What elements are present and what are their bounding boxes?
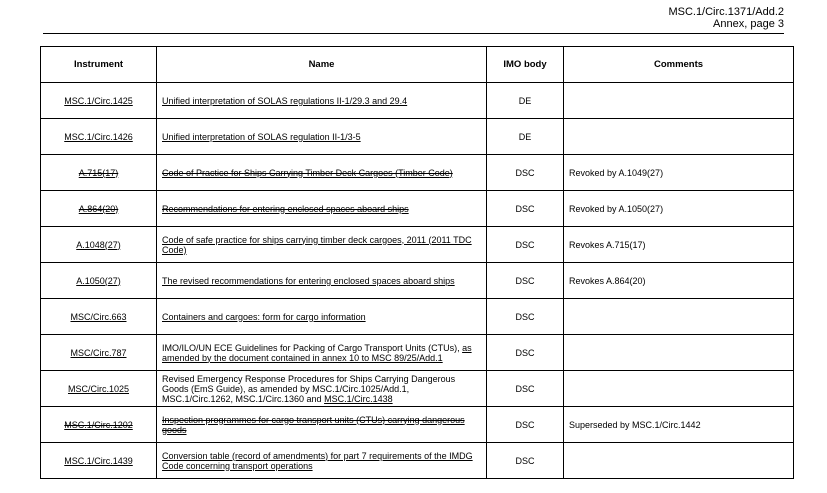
instrument-cell [41,83,157,119]
instrument-link: A.1050(27) [76,275,121,286]
instrument-link: MSC/Circ.1025 [67,383,130,394]
comments-cell: Revoked by A.1050(27) [564,191,794,227]
comments-cell: Revokes A.715(17) [564,227,794,263]
name-cell [157,227,487,263]
table-row [41,83,794,119]
instrument-link: MSC/Circ.663 [70,311,127,322]
comments-cell: Revokes A.864(20) [564,263,794,299]
name-text: Containers and cargoes: form for cargo information [162,311,366,322]
instrument-cell [41,299,157,335]
name-cell [157,371,487,407]
instrument-cell [41,227,157,263]
table-row [41,299,794,335]
header-rule [43,33,784,34]
name-text: Code of Practice for Ships Carrying Timber Deck Cargoes (Timber Code) [162,167,453,178]
table-row [41,443,794,479]
table-row [41,191,794,227]
comments-cell [564,335,794,371]
name-cell [157,119,487,155]
name-text: IMO/ILO/UN ECE Guidelines for Packing of Cargo Transport Units (CTUs), [162,342,463,353]
table-row [41,371,794,407]
instrument-link: A.715(17) [78,167,119,178]
imo-body-cell: DSC [487,443,564,479]
name-text: Conversion table (record of amendments) for part 7 requirements of the IMDG Code concerning transport operations [162,450,473,471]
name-cell [157,83,487,119]
column-header-comments: Comments [564,47,794,83]
instrument-link: A.1048(27) [76,239,121,250]
instrument-cell [41,407,157,443]
table-row [41,335,794,371]
imo-body-cell: DSC [487,227,564,263]
instrument-link: MSC.1/Circ.1439 [64,455,133,466]
name-amendment-text: as amended by the document contained in annex 10 to MSC 89/25/Add.1 [162,342,472,363]
table-row [41,407,794,443]
name-cell [157,299,487,335]
comments-cell [564,83,794,119]
table-row [41,263,794,299]
name-amendment-text: MSC.1/Circ.1438 [324,393,393,404]
instrument-cell [41,443,157,479]
imo-body-cell: DSC [487,371,564,407]
name-cell [157,191,487,227]
instrument-cell [41,191,157,227]
comments-cell: Revoked by A.1049(27) [564,155,794,191]
page-reference: Annex, page 3 [713,18,784,30]
name-text: The revised recommendations for entering enclosed spaces aboard ships [162,275,455,286]
imo-body-cell: DE [487,83,564,119]
name-text: Code of safe practice for ships carrying timber deck cargoes, 2011 (2011 TDC Code) [162,234,472,255]
imo-body-cell: DE [487,119,564,155]
name-text: Recommendations for entering enclosed spaces aboard ships [162,203,409,214]
imo-body-cell: DSC [487,299,564,335]
column-header-instrument: Instrument [41,47,157,83]
name-cell [157,155,487,191]
comments-cell [564,443,794,479]
imo-body-cell: DSC [487,263,564,299]
comments-cell: Superseded by MSC.1/Circ.1442 [564,407,794,443]
instrument-link: MSC/Circ.787 [70,347,127,358]
column-header-name: Name [157,47,487,83]
column-header-imo-body: IMO body [487,47,564,83]
table-row [41,227,794,263]
name-cell [157,263,487,299]
comments-cell [564,371,794,407]
page-header [668,6,784,30]
name-cell [157,443,487,479]
table-row [41,155,794,191]
instrument-link: MSC.1/Circ.1202 [64,419,133,430]
imo-body-cell: DSC [487,191,564,227]
document-symbol: MSC.1/Circ.1371/Add.2 [668,6,784,18]
imo-body-cell: DSC [487,407,564,443]
instrument-link: MSC.1/Circ.1426 [64,131,133,142]
imo-body-cell: DSC [487,155,564,191]
instrument-cell [41,335,157,371]
imo-body-cell: DSC [487,335,564,371]
table-header-row [41,47,794,83]
instrument-link: A.864(20) [78,203,119,214]
instrument-cell [41,263,157,299]
name-cell [157,335,487,371]
instrument-cell [41,155,157,191]
comments-cell [564,119,794,155]
name-cell [157,407,487,443]
name-text: Inspection programmes for cargo transport units (CTUs) carrying dangerous goods [162,414,465,435]
comments-cell [564,299,794,335]
instrument-cell [41,119,157,155]
name-text: Revised Emergency Response Procedures for Ships Carrying Dangerous Goods (EmS Guide), as amended by MSC.1/Circ.1025/Add.1, MSC.1/Circ.1262, MSC.1/Circ.1360 and [162,373,456,404]
instrument-link: MSC.1/Circ.1425 [64,95,133,106]
table-row [41,119,794,155]
instrument-cell [41,371,157,407]
name-text: Unified interpretation of SOLAS regulation II-1/3-5 [162,131,361,142]
name-text: Unified interpretation of SOLAS regulations II-1/29.3 and 29.4 [162,95,408,106]
instruments-table [40,46,794,479]
